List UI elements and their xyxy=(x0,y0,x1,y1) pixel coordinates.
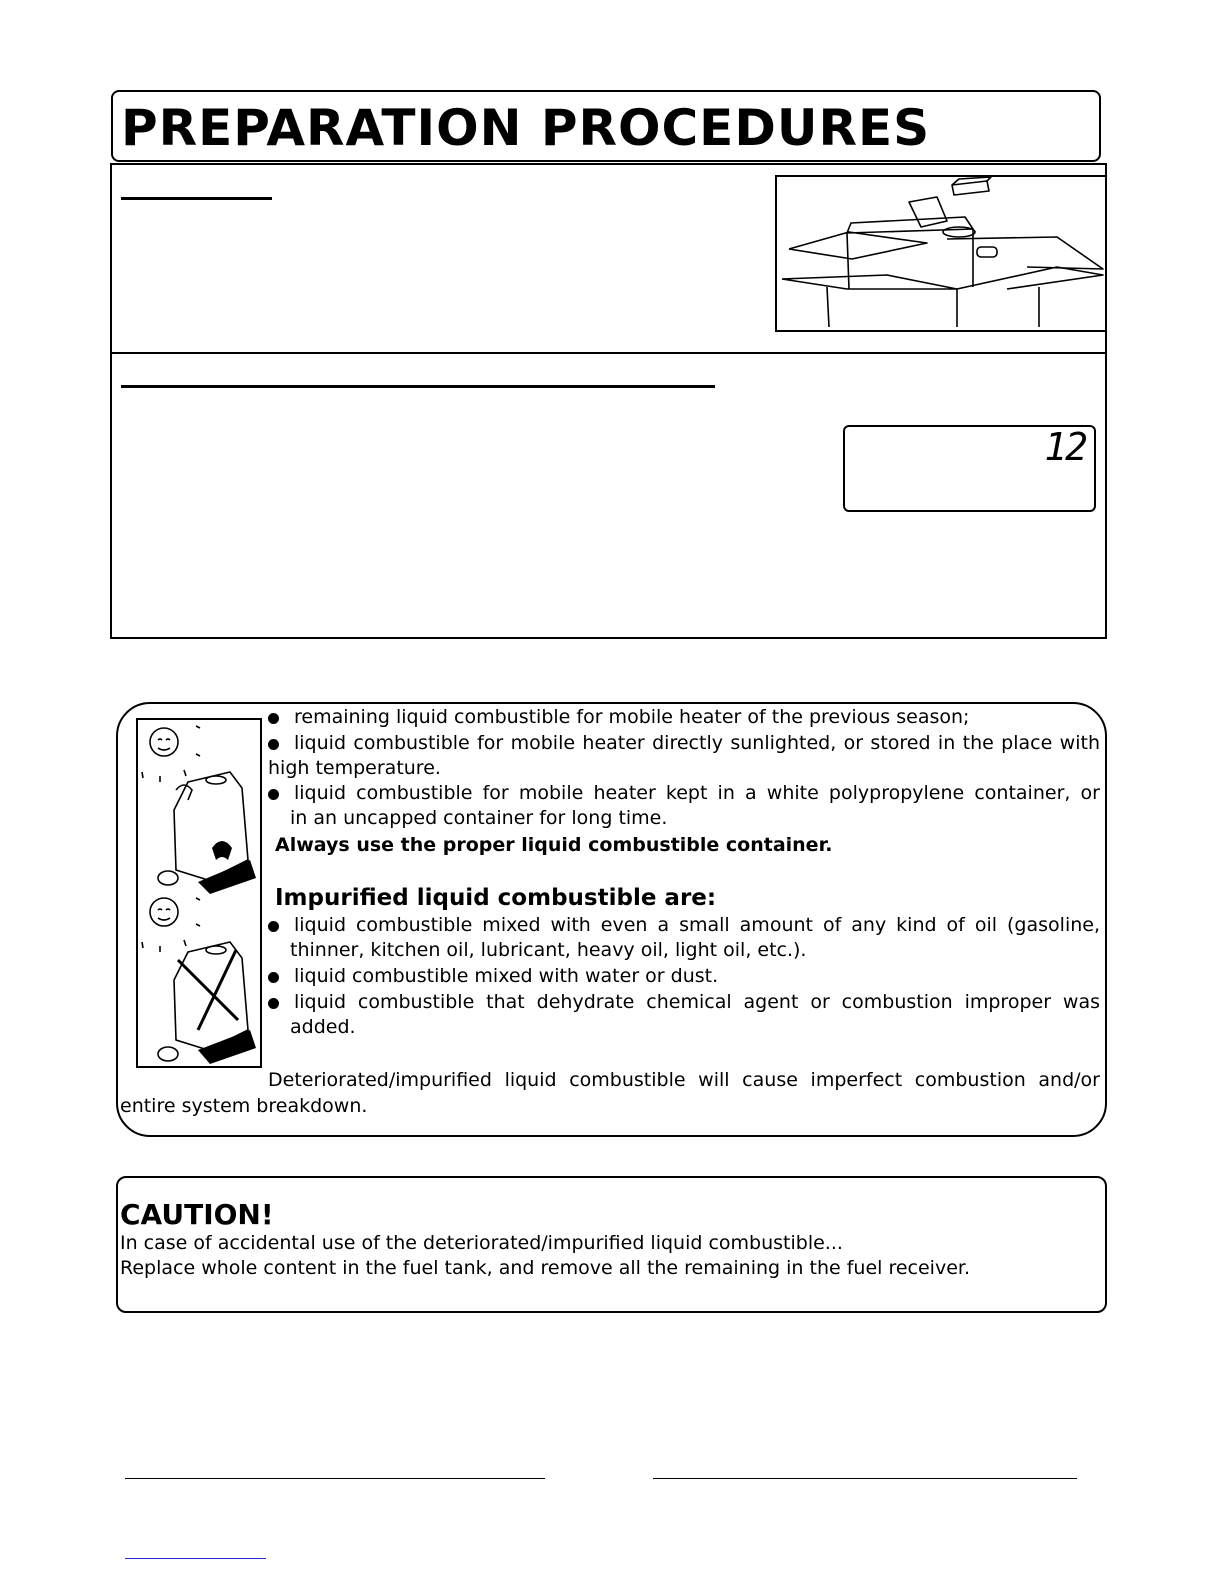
footer-divider xyxy=(125,1478,545,1479)
list-item-continuation: in an uncapped container for long time. xyxy=(290,807,668,829)
heater-box-illustration xyxy=(775,175,1107,332)
list-item: remaining liquid combustible for mobile heater of the previous season; xyxy=(294,706,970,728)
title-box xyxy=(111,90,1101,162)
bullet-icon xyxy=(269,922,278,931)
impurified-heading: Impurified liquid combustible are: xyxy=(275,885,717,911)
list-item: liquid combustible for mobile heater directly sunlighted, or stored in the place with xyxy=(294,732,1100,754)
display-panel xyxy=(843,425,1096,512)
footer-divider xyxy=(653,1478,1077,1479)
list-item: liquid combustible that dehydrate chemical agent or combustion improper was xyxy=(294,991,1100,1013)
bullet-icon xyxy=(269,740,278,749)
list-item-continuation: high temperature. xyxy=(268,757,441,779)
caution-text: In case of accidental use of the deteriorated/impurified liquid combustible... xyxy=(120,1232,843,1254)
list-item-continuation: added. xyxy=(290,1016,356,1038)
list-item: liquid combustible mixed with even a small amount of any kind of oil (gasoline, xyxy=(294,914,1100,936)
caution-title: CAUTION! xyxy=(120,1198,274,1231)
caution-text: Replace whole content in the fuel tank, and remove all the remaining in the fuel receiver. xyxy=(120,1257,970,1279)
list-item: liquid combustible for mobile heater kept in a white polypropylene container, or xyxy=(294,782,1100,804)
page-title: PREPARATION PROCEDURES xyxy=(121,99,931,157)
display-digits: 12 xyxy=(1044,425,1086,469)
heading-underline xyxy=(121,385,715,388)
consequence-text: entire system breakdown. xyxy=(120,1095,368,1117)
heater-box-icon xyxy=(777,177,1105,330)
section-divider xyxy=(110,352,1107,354)
fuel-can-icon xyxy=(138,720,260,1066)
fuel-container-illustration xyxy=(136,718,262,1068)
bullet-icon xyxy=(269,973,278,982)
consequence-text: Deteriorated/impurified liquid combustible will cause imperfect combustion and/or xyxy=(268,1069,1100,1091)
heading-underline xyxy=(121,197,272,200)
footer-link-underline[interactable] xyxy=(125,1558,266,1559)
bullet-icon xyxy=(269,790,278,799)
bullet-icon xyxy=(269,714,278,723)
list-item: liquid combustible mixed with water or dust. xyxy=(294,965,719,987)
bullet-icon xyxy=(269,999,278,1008)
container-advice: Always use the proper liquid combustible container. xyxy=(275,834,833,856)
list-item-continuation: thinner, kitchen oil, lubricant, heavy oil, light oil, etc.). xyxy=(290,939,807,961)
